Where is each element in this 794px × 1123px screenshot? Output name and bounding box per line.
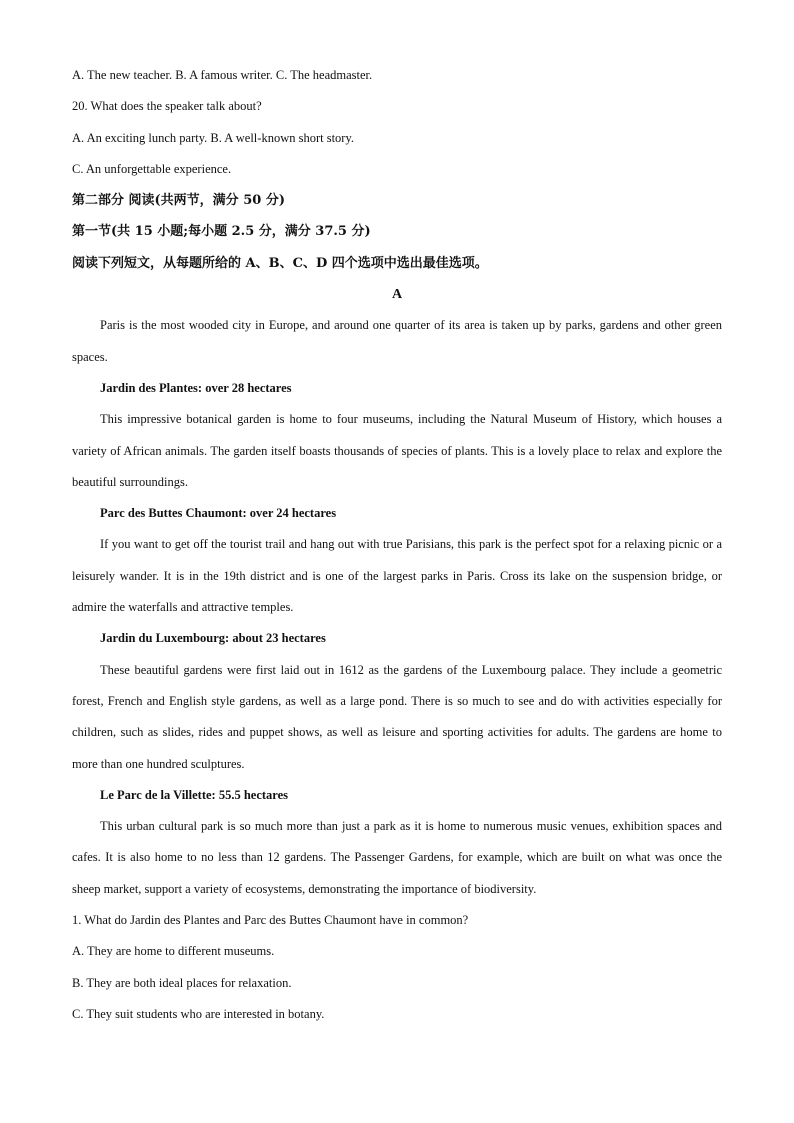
q20-option-c: C. An unforgettable experience. xyxy=(72,161,232,176)
q1-question: 1. What do Jardin des Plantes and Parc des Buttes Chaumont have in common? xyxy=(72,913,469,928)
park3-title: Jardin du Luxembourg: about 23 hectares xyxy=(100,631,326,646)
passage-intro: Paris is the most wooded city in Europe, and around one quarter of its area is taken up by parks, gardens and other green spaces. xyxy=(72,318,722,364)
park4-title: Le Parc de la Villette: 55.5 hectares xyxy=(100,787,289,802)
part2-heading: 第二部分 阅读(共两节，满分 50 分) xyxy=(72,193,285,209)
q1-option-b: B. They are both ideal places for relaxation. xyxy=(72,975,292,990)
park4-body: This urban cultural park is so much more than just a park as it is home to numerous music venues, exhibition spaces and cafes. It is also home to no less than 12 gardens. The Passenger Gardens, for example, which are built on what was once the sheep market, support a variety of ecosystems, demonstrating the importance of biodiversity. xyxy=(72,819,722,896)
q19-options: A. The new teacher. B. A famous writer. C. The headmaster. xyxy=(72,68,373,82)
q20-options-ab: A. An exciting lunch party. B. A well-known short story. xyxy=(72,130,355,145)
park1-title: Jardin des Plantes: over 28 hectares xyxy=(100,380,292,395)
section1-heading: 第一节(共 15 小题;每小题 2.5 分，满分 37.5 分) xyxy=(72,224,371,240)
q20-question: 20. What does the speaker talk about? xyxy=(72,99,262,114)
park2-body: If you want to get off the tourist trail and hang out with true Parisians, this park is the perfect spot for a relaxing picnic or a leisurely wander. It is in the 19th district and is one of the largest parks in Paris. Cross its lake on the suspension bridge, or admire the waterfalls and attractive temples. xyxy=(72,537,722,615)
q1-option-c: C. They suit students who are interested in botany. xyxy=(72,1006,325,1021)
exam-page xyxy=(72,60,722,1030)
passage-letter: A xyxy=(391,287,403,303)
park1-body: This impressive botanical garden is home to four museums, including the Natural Museum of History, which houses a variety of African animals. The garden itself boasts thousands of species of plants. This is a lovely place to relax and explore the beautiful surroundings. xyxy=(72,412,722,489)
reading-instruction: 阅读下列短文，从每题所给的 A、B、C、D 四个选项中选出最佳选项。 xyxy=(72,255,488,271)
park2-title: Parc des Buttes Chaumont: over 24 hectares xyxy=(100,506,337,521)
q1-option-a: A. They are home to different museums. xyxy=(72,944,275,959)
park3-body: These beautiful gardens were first laid out in 1612 as the gardens of the Luxembourg palace. They include a geometric forest, French and English style gardens, as well as a large pond. There is so much to see and do with activities especially for children, such as slides, rides and puppet shows, as well as leisure and sporting activities for adults. The gardens are home to more than one hundred sculptures. xyxy=(72,662,722,771)
